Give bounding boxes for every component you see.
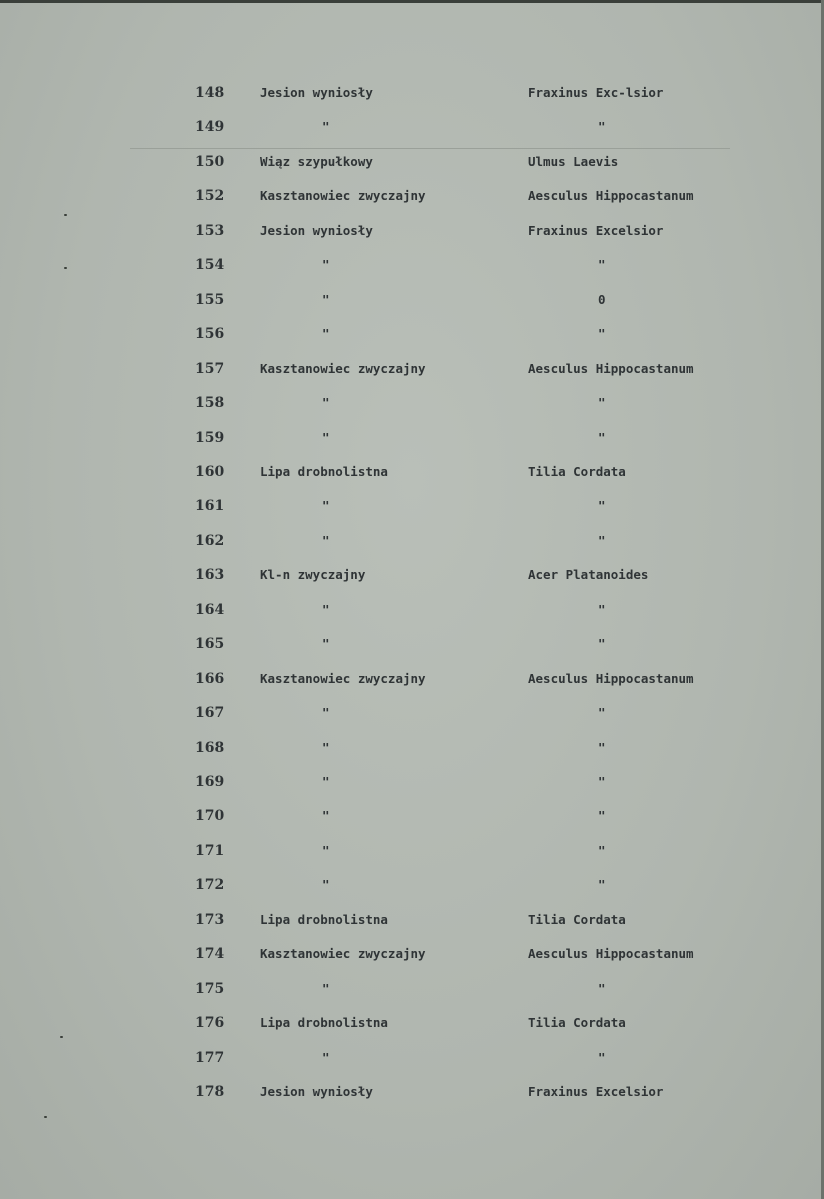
tree-number: 148 — [195, 85, 225, 101]
latin-name: Tilia Cordata — [528, 912, 626, 927]
table-row — [0, 805, 824, 827]
polish-name: " — [322, 498, 330, 513]
polish-name: " — [322, 430, 330, 445]
table-row — [0, 978, 824, 1000]
polish-name: Lipa drobnolistna — [260, 464, 388, 479]
latin-name: " — [598, 843, 606, 858]
table-row — [0, 116, 824, 138]
tree-number: 149 — [195, 119, 225, 135]
table-row — [0, 289, 824, 311]
polish-name: " — [322, 533, 330, 548]
tree-number: 178 — [195, 1084, 225, 1100]
tree-number: 152 — [195, 188, 225, 204]
polish-name: Kasztanowiec zwyczajny — [260, 361, 426, 376]
table-row — [0, 323, 824, 345]
table-row — [0, 737, 824, 759]
latin-name: " — [598, 395, 606, 410]
polish-name: Kasztanowiec zwyczajny — [260, 946, 426, 961]
polish-name: " — [322, 395, 330, 410]
latin-name: Fraxinus Exc-lsior — [528, 85, 664, 100]
tree-number: 162 — [195, 533, 225, 549]
tree-number: 166 — [195, 671, 225, 687]
tree-number: 173 — [195, 912, 225, 928]
latin-name: Aesculus Hippocastanum — [528, 671, 694, 686]
table-row — [0, 427, 824, 449]
latin-name: 0 — [598, 292, 606, 307]
polish-name: " — [322, 602, 330, 617]
latin-name: " — [598, 636, 606, 651]
latin-name: " — [598, 430, 606, 445]
table-row — [0, 185, 824, 207]
table-row — [0, 874, 824, 896]
polish-name: " — [322, 292, 330, 307]
latin-name: " — [598, 808, 606, 823]
polish-name: " — [322, 636, 330, 651]
tree-number: 153 — [195, 223, 225, 239]
table-row — [0, 840, 824, 862]
table-row — [0, 392, 824, 414]
polish-name: Lipa drobnolistna — [260, 1015, 388, 1030]
polish-name: " — [322, 843, 330, 858]
tree-number: 163 — [195, 567, 225, 583]
latin-name: " — [598, 119, 606, 134]
table-row — [0, 220, 824, 242]
latin-name: " — [598, 326, 606, 341]
tree-number: 169 — [195, 774, 225, 790]
polish-name: " — [322, 119, 330, 134]
tree-number: 168 — [195, 740, 225, 756]
latin-name: " — [598, 705, 606, 720]
tree-number: 154 — [195, 257, 225, 273]
latin-name: Aesculus Hippocastanum — [528, 188, 694, 203]
table-row — [0, 668, 824, 690]
table-row — [0, 495, 824, 517]
tree-number: 150 — [195, 154, 225, 170]
table-row — [0, 254, 824, 276]
polish-name: Jesion wyniosły — [260, 85, 373, 100]
latin-name: Tilia Cordata — [528, 1015, 626, 1030]
tree-number: 156 — [195, 326, 225, 342]
tree-number: 172 — [195, 877, 225, 893]
tree-number: 171 — [195, 843, 225, 859]
latin-name: " — [598, 740, 606, 755]
table-row — [0, 530, 824, 552]
table-row — [0, 151, 824, 173]
table-row — [0, 564, 824, 586]
polish-name: Jesion wyniosły — [260, 1084, 373, 1099]
table-row — [0, 771, 824, 793]
polish-name: " — [322, 877, 330, 892]
latin-name: Aesculus Hippocastanum — [528, 946, 694, 961]
latin-name: " — [598, 602, 606, 617]
polish-name: Wiąz szypułkowy — [260, 154, 373, 169]
tree-number: 161 — [195, 498, 225, 514]
tree-number: 177 — [195, 1050, 225, 1066]
latin-name: Acer Platanoides — [528, 567, 649, 582]
tree-number: 174 — [195, 946, 225, 962]
polish-name: " — [322, 257, 330, 272]
table-row — [0, 1047, 824, 1069]
polish-name: Lipa drobnolistna — [260, 912, 388, 927]
table-row — [0, 943, 824, 965]
latin-name: Tilia Cordata — [528, 464, 626, 479]
latin-name: " — [598, 981, 606, 996]
table-row — [0, 461, 824, 483]
polish-name: Kl-n zwyczajny — [260, 567, 366, 582]
polish-name: " — [322, 326, 330, 341]
latin-name: Ulmus Laevis — [528, 154, 619, 169]
polish-name: Jesion wyniosły — [260, 223, 373, 238]
tree-number: 175 — [195, 981, 225, 997]
polish-name: Kasztanowiec zwyczajny — [260, 671, 426, 686]
table-row — [0, 633, 824, 655]
latin-name: " — [598, 1050, 606, 1065]
latin-name: Fraxinus Excelsior — [528, 1084, 664, 1099]
table-row — [0, 599, 824, 621]
table-row — [0, 1081, 824, 1103]
polish-name: " — [322, 774, 330, 789]
polish-name: Kasztanowiec zwyczajny — [260, 188, 426, 203]
latin-name: " — [598, 498, 606, 513]
tree-number: 158 — [195, 395, 225, 411]
tree-number: 170 — [195, 808, 225, 824]
table-row — [0, 358, 824, 380]
latin-name: Aesculus Hippocastanum — [528, 361, 694, 376]
table-row — [0, 909, 824, 931]
tree-number: 160 — [195, 464, 225, 480]
tree-number: 164 — [195, 602, 225, 618]
latin-name: " — [598, 257, 606, 272]
latin-name: " — [598, 774, 606, 789]
table-row — [0, 82, 824, 104]
polish-name: " — [322, 705, 330, 720]
polish-name: " — [322, 808, 330, 823]
tree-number: 165 — [195, 636, 225, 652]
latin-name: Fraxinus Excelsior — [528, 223, 664, 238]
table-row — [0, 702, 824, 724]
tree-number: 157 — [195, 361, 225, 377]
table-row — [0, 1012, 824, 1034]
polish-name: " — [322, 1050, 330, 1065]
tree-number: 167 — [195, 705, 225, 721]
tree-number: 155 — [195, 292, 225, 308]
polish-name: " — [322, 981, 330, 996]
latin-name: " — [598, 877, 606, 892]
latin-name: " — [598, 533, 606, 548]
tree-number: 176 — [195, 1015, 225, 1031]
polish-name: " — [322, 740, 330, 755]
tree-number: 159 — [195, 430, 225, 446]
